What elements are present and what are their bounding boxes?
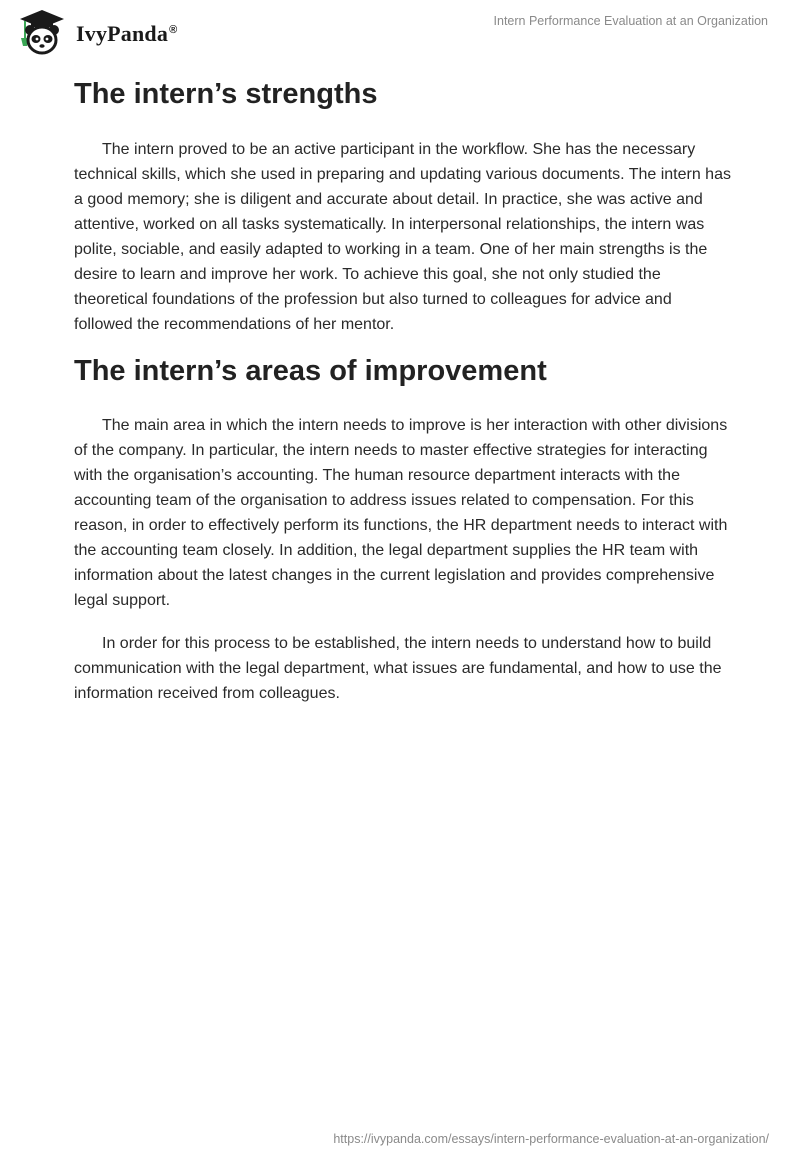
section-heading-strengths: The intern’s strengths <box>74 78 378 110</box>
paragraph-improvement-1: The main area in which the intern needs to improve is her interaction with other divisions of the company. In particular, the intern needs to master effective strategies for interacting with the organisation’s accounting. The human resource department interacts with the accounting team of the organisation to address issues related to compensation. For this reason, in order to effectively perform its functions, the HR department needs to interact with the accounting team closely. In addition, the legal department supplies the HR team with information about the latest changes in the current legislation and provides comprehensive legal support. <box>74 417 728 609</box>
panda-graduate-icon <box>16 8 68 56</box>
paragraph-strengths: The intern proved to be an active participant in the workflow. She has the necessary technical skills, which she used in preparing and updating various documents. The intern has a good memory; she is diligent and accurate about detail. In practice, she was active and attentive, worked on all tasks systematically. In interpersonal relationships, the intern was polite, sociable, and easily adapted to working in a team. One of her main strengths is the desire to learn and improve her work. To achieve this goal, she not only studied the theoretical foundations of the profession but also turned to colleagues for advice and followed the recommendations of her mentor. <box>74 141 731 333</box>
section-improvement <box>74 351 734 706</box>
registered-mark: ® <box>169 23 178 36</box>
section-strengths <box>74 74 734 337</box>
document-title: Intern Performance Evaluation at an Organization <box>493 14 768 28</box>
source-url-link[interactable]: https://ivypanda.com/essays/intern-performance-evaluation-at-an-organization/ <box>333 1132 769 1146</box>
page-header <box>0 0 800 64</box>
section-heading-improvement: The intern’s areas of improvement <box>74 355 547 387</box>
brand-logo[interactable] <box>16 8 177 56</box>
brand-name: IvyPanda® <box>76 21 178 46</box>
essay-content <box>74 70 734 706</box>
paragraph-improvement-2: In order for this process to be established, the intern needs to understand how to build communication with the legal department, what issues are fundamental, and how to use the information received from colleagues. <box>74 635 722 702</box>
